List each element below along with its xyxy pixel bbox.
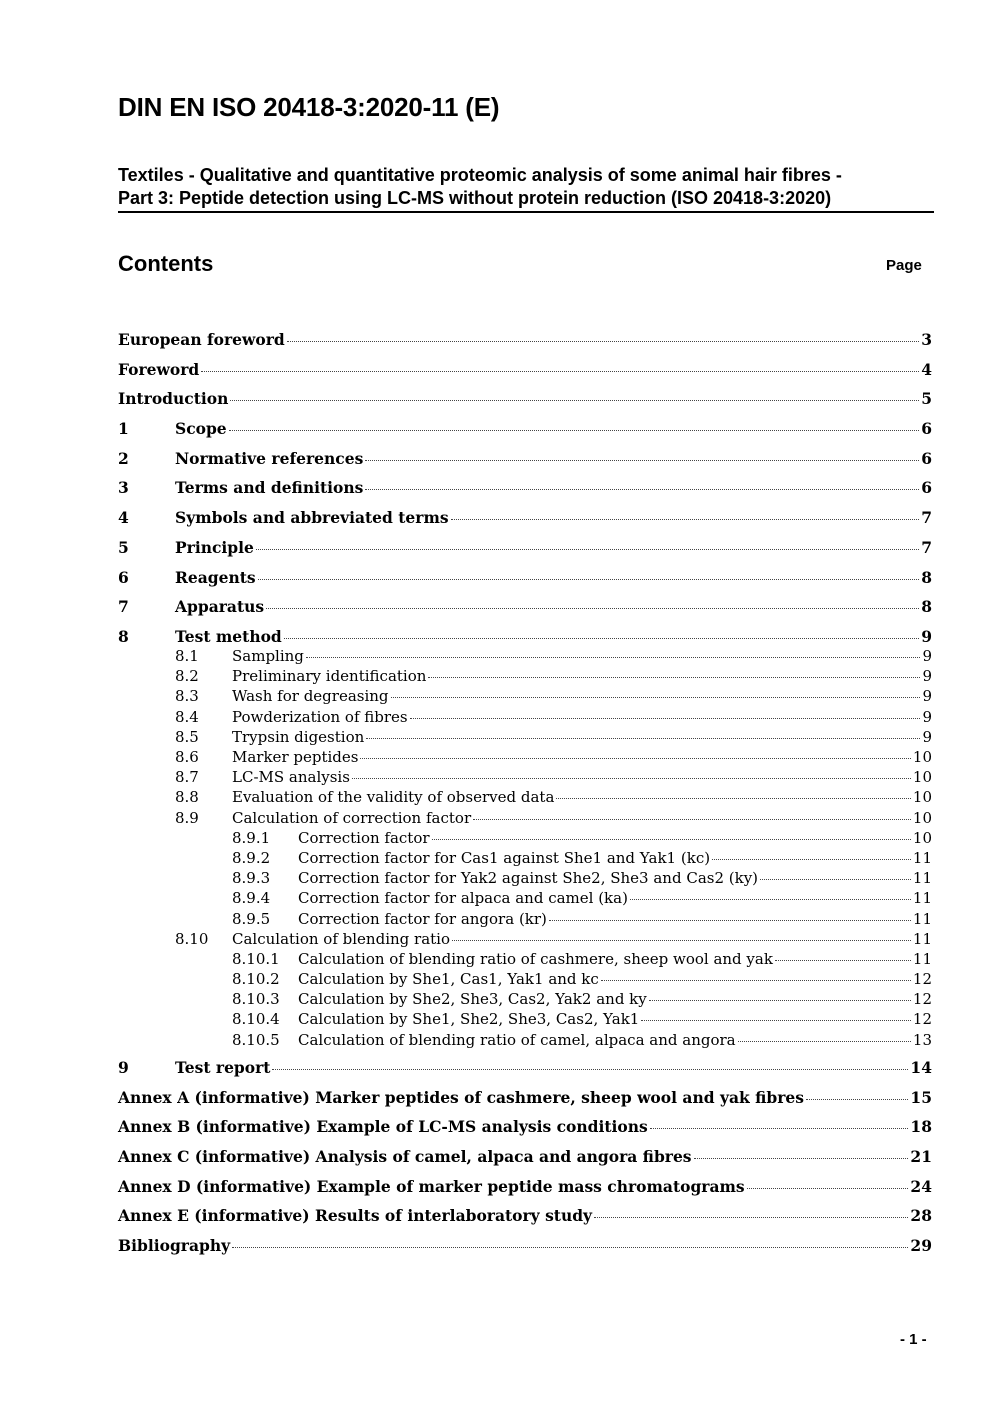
- document-identifier: DIN EN ISO 20418-3:2020-11 (E): [118, 92, 500, 122]
- toc-entry-lc-ms-analysis[interactable]: [118, 768, 932, 788]
- toc-entry-number: 8.1: [175, 647, 199, 666]
- toc-entry-text: Calculation by She1, She2, She3, Cas2, Yak1: [298, 1010, 640, 1029]
- toc-entry-calculation-she1-she2-she3[interactable]: [118, 1010, 932, 1030]
- toc-entry-number: 8.10.2: [232, 970, 280, 989]
- toc-entry-number: 8.5: [175, 727, 199, 746]
- toc-entry-number: 8.10.4: [232, 1010, 280, 1029]
- toc-leader-dots: [306, 657, 921, 658]
- toc-leader-dots: [366, 738, 920, 739]
- toc-entry-text: Terms and definitions: [175, 478, 364, 498]
- toc-leader-dots: [391, 697, 921, 698]
- toc-entry-page: 9: [921, 626, 932, 646]
- toc-entry-number: 8.8: [175, 788, 199, 807]
- toc-entry-reagents[interactable]: [118, 568, 932, 598]
- toc-entry-blending-ratio-camel[interactable]: [118, 1031, 932, 1051]
- toc-leader-dots: [760, 879, 911, 880]
- toc-entry-text: Powderization of fibres: [232, 707, 408, 726]
- toc-entry-text: Test report: [175, 1057, 271, 1077]
- document-title-line-1: Textiles - Qualitative and quantitative proteomic analysis of some animal hair fibres -: [118, 165, 842, 185]
- toc-leader-dots: [232, 1247, 908, 1248]
- toc-leader-dots: [473, 819, 911, 820]
- toc-leader-dots: [630, 899, 911, 900]
- toc-entry-number: 8.9: [175, 808, 199, 827]
- toc-entry-page: 11: [912, 848, 932, 867]
- toc-entry-text: Correction factor for Yak2 against She2, She3 and Cas2 (ky): [298, 869, 759, 888]
- toc-leader-dots: [806, 1099, 908, 1100]
- toc-entry-text: Correction factor for angora (kr): [298, 909, 547, 928]
- toc-entry-number: 3: [118, 478, 129, 498]
- toc-entry-page: 11: [912, 929, 932, 948]
- toc-entry-test-report[interactable]: [118, 1058, 932, 1088]
- toc-entry-correction-factor-kr[interactable]: [118, 910, 932, 930]
- toc-entry-text: Principle: [175, 537, 254, 557]
- toc-entry-number: 8.10: [175, 929, 209, 948]
- toc-entry-number: 8.3: [175, 687, 199, 706]
- toc-entry-scope[interactable]: [118, 419, 932, 449]
- toc-entry-correction-factor-kc[interactable]: [118, 849, 932, 869]
- toc-entry-page: 5: [921, 389, 932, 409]
- toc-entry-number: 7: [118, 597, 129, 617]
- toc-entry-page: 21: [910, 1146, 932, 1166]
- toc-entry-page: 9: [922, 727, 932, 746]
- toc-entry-text: Annex A (informative) Marker peptides of cashmere, sheep wool and yak fibres: [118, 1087, 804, 1107]
- toc-entry-text: Foreword: [118, 359, 200, 379]
- toc-entry-text: Bibliography: [118, 1235, 231, 1255]
- toc-leader-dots: [365, 489, 919, 490]
- toc-leader-dots: [601, 980, 911, 981]
- contents-heading: Contents: [118, 251, 214, 276]
- toc-entry-page: 10: [912, 788, 932, 807]
- toc-entry-blending-ratio-cashmere[interactable]: [118, 950, 932, 970]
- toc-entry-page: 24: [910, 1176, 932, 1196]
- toc-entry-page: 10: [912, 808, 932, 827]
- toc-entry-text: Calculation by She1, Cas1, Yak1 and kc: [298, 970, 599, 989]
- toc-entry-page: 12: [912, 970, 932, 989]
- toc-entry-page: 7: [921, 537, 932, 557]
- toc-entry-page: 28: [910, 1206, 932, 1226]
- toc-entry-powderization[interactable]: [118, 708, 932, 728]
- toc-leader-dots: [287, 341, 919, 342]
- document-title-line-2: Part 3: Peptide detection using LC-MS without protein reduction (ISO 20418-3:2020): [118, 188, 832, 208]
- toc-entry-text: Correction factor: [298, 828, 430, 847]
- toc-entry-text: Marker peptides: [232, 748, 359, 766]
- toc-entry-text: Evaluation of the validity of observed data: [232, 788, 555, 807]
- toc-entry-number: 8.7: [175, 768, 199, 787]
- toc-entry-text: Preliminary identification: [232, 667, 427, 686]
- toc-leader-dots: [775, 960, 911, 961]
- toc-entry-page: 6: [921, 478, 932, 498]
- toc-leader-dots: [230, 400, 919, 401]
- toc-leader-dots: [641, 1020, 911, 1021]
- toc-entry-number: 8.6: [175, 748, 199, 766]
- toc-entry-number: 4: [118, 508, 129, 528]
- toc-entry-symbols[interactable]: [118, 508, 932, 538]
- toc-entry-page: 10: [912, 828, 932, 847]
- toc-leader-dots: [594, 1217, 908, 1218]
- toc-leader-dots: [201, 371, 919, 372]
- toc-entry-page: 18: [910, 1117, 932, 1137]
- toc-entry-page: 12: [912, 990, 932, 1009]
- toc-entry-page: 8: [921, 567, 932, 587]
- toc-entry-page: 9: [922, 687, 932, 706]
- toc-entry-trypsin-digestion[interactable]: [118, 728, 932, 748]
- toc-entry-text: Annex D (informative) Example of marker peptide mass chromatograms: [118, 1176, 745, 1196]
- toc-leader-dots: [256, 549, 919, 550]
- page-column-label: Page: [886, 257, 922, 274]
- toc-entry-page: 11: [912, 909, 932, 928]
- toc-entry-page: 11: [912, 949, 932, 968]
- toc-entry-evaluation-validity[interactable]: [118, 788, 932, 808]
- toc-leader-dots: [365, 460, 919, 461]
- toc-leader-dots: [649, 1000, 911, 1001]
- toc-entry-page: 11: [912, 869, 932, 888]
- toc-entry-page: 9: [922, 647, 932, 666]
- toc-entry-number: 8: [118, 626, 129, 646]
- toc-entry-page: 12: [912, 1010, 932, 1029]
- toc-entry-foreword[interactable]: [118, 360, 932, 390]
- toc-entry-number: 8.9.4: [232, 889, 271, 908]
- toc-entry-number: 6: [118, 567, 129, 587]
- toc-leader-dots: [451, 519, 920, 520]
- toc-entry-annex-d[interactable]: [118, 1177, 932, 1207]
- toc-entry-number: 8.10.1: [232, 949, 280, 968]
- toc-entry-preliminary-identification[interactable]: [118, 667, 932, 687]
- toc-entry-number: 8.10.3: [232, 990, 280, 1009]
- toc-entry-calculation-she2[interactable]: [118, 990, 932, 1010]
- toc-entry-text: Trypsin digestion: [232, 727, 365, 746]
- toc-entry-text: European foreword: [118, 330, 285, 349]
- table-of-contents: [118, 330, 932, 1266]
- toc-entry-european-foreword[interactable]: [118, 330, 932, 360]
- toc-entry-number: 8.4: [175, 707, 199, 726]
- toc-entry-number: 8.9.3: [232, 869, 271, 888]
- toc-leader-dots: [352, 778, 911, 779]
- toc-leader-dots: [432, 839, 911, 840]
- toc-leader-dots: [229, 430, 920, 431]
- toc-entry-page: 3: [921, 330, 932, 349]
- toc-entry-text: Reagents: [175, 567, 256, 587]
- toc-entry-text: Calculation of blending ratio of cashmere, sheep wool and yak: [298, 949, 773, 968]
- toc-entry-sampling[interactable]: [118, 647, 932, 667]
- toc-leader-dots: [452, 940, 911, 941]
- toc-leader-dots: [738, 1041, 911, 1042]
- toc-leader-dots: [556, 798, 911, 799]
- toc-entry-page: 10: [912, 748, 932, 766]
- toc-entry-page: 6: [921, 419, 932, 439]
- toc-entry-annex-a[interactable]: [118, 1088, 932, 1118]
- toc-entry-text: Sampling: [232, 647, 304, 666]
- toc-entry-page: 11: [912, 889, 932, 908]
- toc-entry-introduction[interactable]: [118, 389, 932, 419]
- toc-entry-text: Correction factor for Cas1 against She1 and Yak1 (kc): [298, 848, 711, 867]
- toc-entry-test-method[interactable]: [118, 627, 932, 647]
- toc-entry-apparatus[interactable]: [118, 597, 932, 627]
- toc-entry-page: 10: [912, 768, 932, 787]
- toc-leader-dots: [266, 608, 919, 609]
- toc-entry-text: Calculation of blending ratio of camel, alpaca and angora: [298, 1030, 736, 1049]
- toc-leader-dots: [258, 579, 920, 580]
- toc-entry-terms-and-definitions[interactable]: [118, 478, 932, 508]
- toc-entry-page: 7: [921, 508, 932, 528]
- toc-entry-calculation-she1[interactable]: [118, 970, 932, 990]
- toc-entry-calculation-blending-ratio[interactable]: [118, 930, 932, 950]
- toc-entry-page: 4: [921, 359, 932, 379]
- toc-leader-dots: [694, 1158, 909, 1159]
- toc-entry-text: Correction factor for alpaca and camel (ka): [298, 889, 628, 908]
- toc-entry-number: 9: [118, 1057, 129, 1077]
- toc-entry-text: Annex B (informative) Example of LC-MS analysis conditions: [118, 1117, 648, 1137]
- toc-leader-dots: [410, 718, 921, 719]
- toc-entry-page: 15: [910, 1087, 932, 1107]
- toc-entry-text: LC-MS analysis: [232, 768, 350, 787]
- toc-entry-text: Calculation of correction factor: [232, 808, 472, 827]
- toc-entry-normative-references[interactable]: [118, 449, 932, 479]
- toc-entry-text: Normative references: [175, 448, 364, 468]
- toc-entry-text: Test method: [175, 626, 282, 646]
- toc-leader-dots: [650, 1128, 909, 1129]
- toc-entry-number: 5: [118, 537, 129, 557]
- toc-entry-correction-factor-ka[interactable]: [118, 889, 932, 909]
- toc-spacer: [118, 1051, 932, 1058]
- toc-entry-text: Calculation of blending ratio: [232, 929, 450, 948]
- toc-entry-annex-b[interactable]: [118, 1117, 932, 1147]
- toc-entry-text: Scope: [175, 419, 227, 439]
- toc-entry-number: 8.2: [175, 667, 199, 686]
- toc-entry-principle[interactable]: [118, 538, 932, 568]
- toc-leader-dots: [549, 920, 911, 921]
- toc-entry-page: 13: [912, 1030, 932, 1049]
- toc-leader-dots: [284, 638, 919, 639]
- toc-entry-text: Annex C (informative) Analysis of camel, alpaca and angora fibres: [118, 1146, 692, 1166]
- toc-entry-text: Introduction: [118, 389, 229, 409]
- toc-entry-bibliography[interactable]: [118, 1236, 932, 1266]
- toc-entry-marker-peptides[interactable]: [118, 748, 932, 768]
- toc-entry-text: Symbols and abbreviated terms: [175, 508, 449, 528]
- toc-leader-dots: [747, 1188, 909, 1189]
- toc-entry-annex-e[interactable]: [118, 1206, 932, 1236]
- toc-entry-annex-c[interactable]: [118, 1147, 932, 1177]
- toc-entry-page: 9: [922, 707, 932, 726]
- toc-entry-page: 9: [922, 667, 932, 686]
- toc-entry-page: 29: [910, 1235, 932, 1255]
- toc-entry-page: 8: [921, 597, 932, 617]
- toc-entry-page: 14: [910, 1057, 932, 1077]
- toc-leader-dots: [360, 758, 910, 759]
- toc-leader-dots: [712, 859, 911, 860]
- toc-leader-dots: [428, 677, 920, 678]
- toc-entry-number: 8.10.5: [232, 1030, 280, 1049]
- document-title: [118, 164, 934, 213]
- toc-entry-text: Annex E (informative) Results of interlaboratory study: [118, 1206, 593, 1226]
- toc-entry-text: Wash for degreasing: [232, 687, 389, 706]
- toc-leader-dots: [272, 1069, 908, 1070]
- toc-entry-number: 2: [118, 448, 129, 468]
- toc-entry-correction-factor-ky[interactable]: [118, 869, 932, 889]
- page-number: - 1 -: [900, 1331, 927, 1348]
- toc-entry-text: Calculation by She2, She3, Cas2, Yak2 and ky: [298, 990, 647, 1009]
- toc-entry-calculation-correction-factor[interactable]: [118, 809, 932, 829]
- toc-entry-correction-factor[interactable]: [118, 829, 932, 849]
- toc-entry-number: 8.9.2: [232, 848, 271, 867]
- toc-entry-wash-degreasing[interactable]: [118, 687, 932, 707]
- toc-entry-number: 8.9.1: [232, 828, 271, 847]
- toc-entry-page: 6: [921, 448, 932, 468]
- toc-entry-number: 8.9.5: [232, 909, 271, 928]
- toc-entry-text: Apparatus: [175, 597, 265, 617]
- toc-entry-number: 1: [118, 419, 129, 439]
